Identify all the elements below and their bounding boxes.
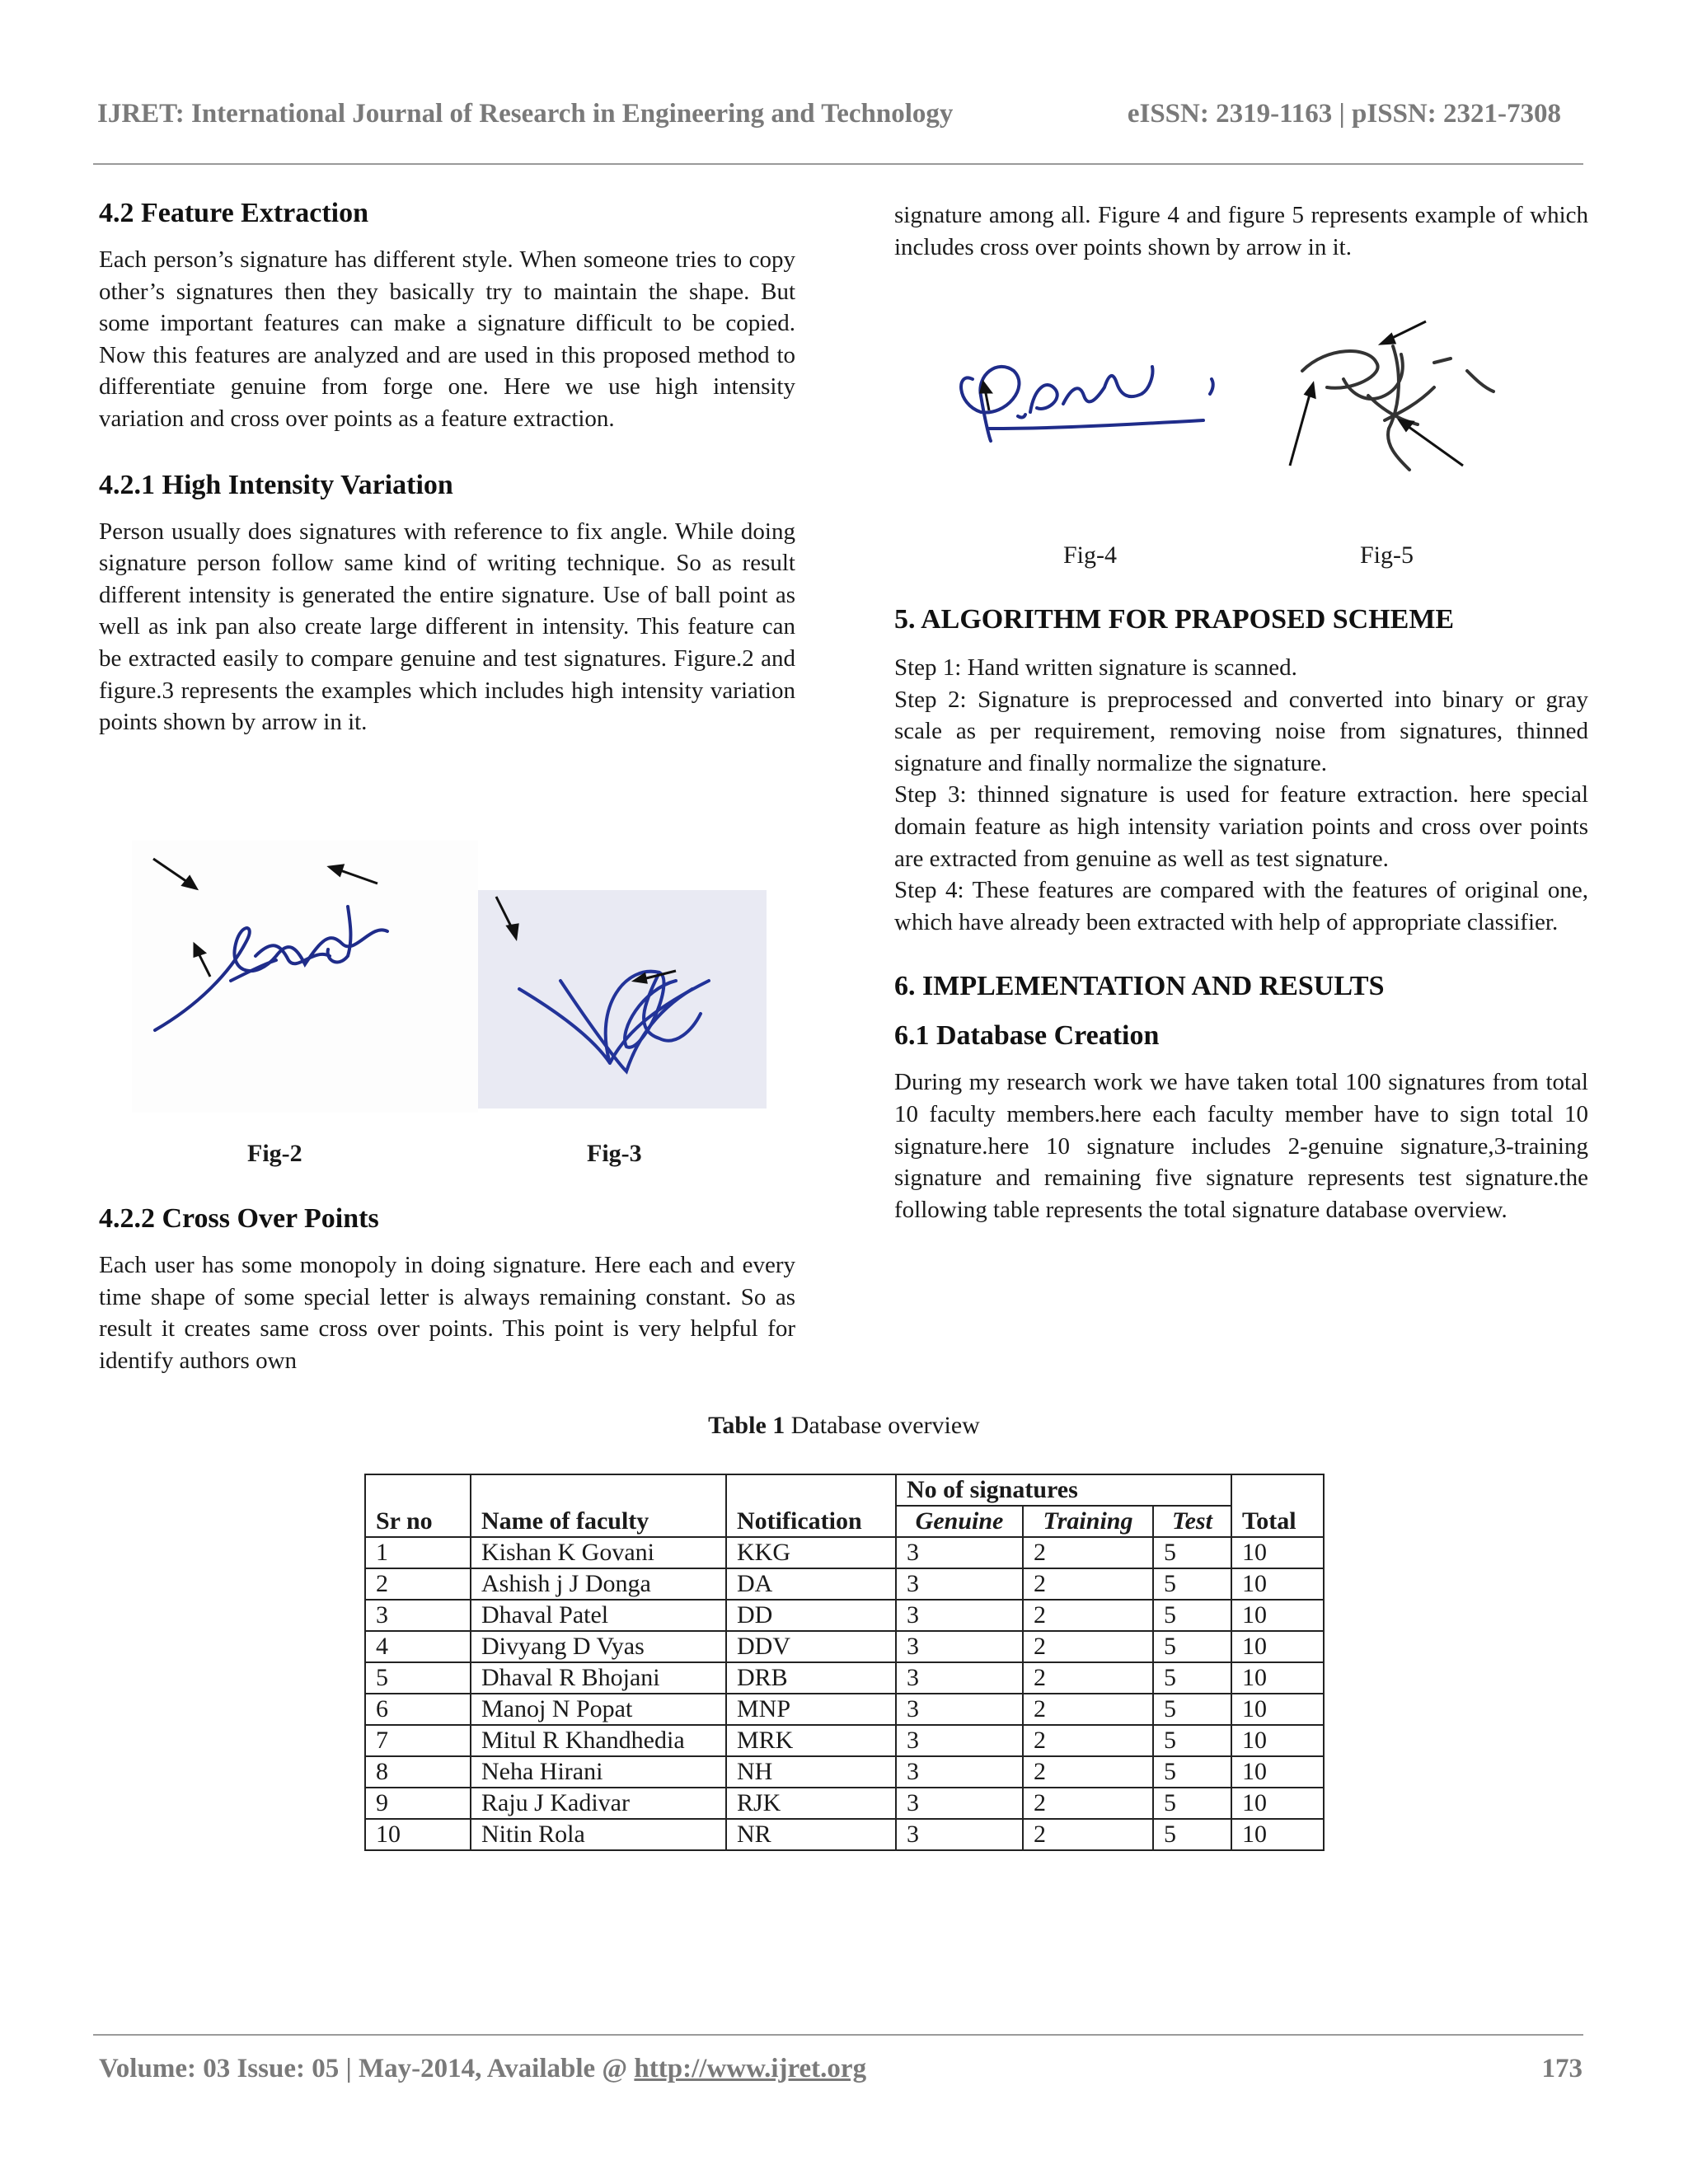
cell-total: 10 bbox=[1231, 1756, 1324, 1788]
cell-training: 2 bbox=[1023, 1725, 1153, 1756]
header-training: Training bbox=[1023, 1506, 1153, 1537]
running-header bbox=[97, 99, 1561, 132]
table-row bbox=[365, 1662, 1324, 1694]
table-row bbox=[365, 1756, 1324, 1788]
header-name: Name of faculty bbox=[471, 1474, 726, 1537]
cell-total: 10 bbox=[1231, 1819, 1324, 1850]
cell-sr-no: 1 bbox=[365, 1537, 471, 1568]
cell-faculty-name: Ashish j J Donga bbox=[471, 1568, 726, 1600]
left-column bbox=[99, 198, 795, 738]
cell-total: 10 bbox=[1231, 1694, 1324, 1725]
cell-genuine: 3 bbox=[896, 1662, 1023, 1694]
step-2: Step 2: Signature is preprocessed and converted into binary or gray scale as per requirement, removing noise from signatures, thinned signature and finally normalize the signature. bbox=[894, 686, 1588, 776]
cell-total: 10 bbox=[1231, 1631, 1324, 1662]
section-4-2-2-text: Each user has some monopoly in doing signature. Here each and every time shape of some special letter is always remaining constant. So as result it creates same cross over points. This point is very helpful for identify authors own bbox=[99, 1252, 795, 1374]
table-row bbox=[365, 1600, 1324, 1631]
cell-sr-no: 6 bbox=[365, 1694, 471, 1725]
section-4-2-2-title: 4.2.2 Cross Over Points bbox=[99, 1203, 379, 1234]
table-row bbox=[365, 1725, 1324, 1756]
journal-link[interactable]: http://www.ijret.org bbox=[634, 2054, 867, 2083]
cell-notification: DD bbox=[726, 1600, 896, 1631]
continued-text: signature among all. Figure 4 and figure 5 represents example of which includes cross over points shown by arrow in it. bbox=[894, 202, 1588, 260]
algorithm-steps bbox=[894, 652, 1588, 938]
cell-training: 2 bbox=[1023, 1788, 1153, 1819]
cell-sr-no: 9 bbox=[365, 1788, 471, 1819]
fig-3-caption: Fig-3 bbox=[587, 1140, 642, 1167]
cell-genuine: 3 bbox=[896, 1819, 1023, 1850]
cell-faculty-name: Raju J Kadivar bbox=[471, 1788, 726, 1819]
cell-test: 5 bbox=[1153, 1600, 1231, 1631]
header-notification: Notification bbox=[726, 1474, 896, 1537]
section-4-2-text: Each person’s signature has different style. When someone tries to copy other’s signatures then they basically try to maintain the shape. But some important features can make a signature difficult to be copied. Now this features are analyzed and are used in this proposed method to differentiate genuine from forge one. Here we use high intensity variation and cross over points as a feature extraction. bbox=[99, 246, 795, 432]
cell-test: 5 bbox=[1153, 1819, 1231, 1850]
cell-genuine: 3 bbox=[896, 1788, 1023, 1819]
cell-sr-no: 7 bbox=[365, 1725, 471, 1756]
cell-genuine: 3 bbox=[896, 1568, 1023, 1600]
cell-test: 5 bbox=[1153, 1725, 1231, 1756]
section-6-title: 6. IMPLEMENTATION AND RESULTS bbox=[894, 971, 1385, 1002]
table-body bbox=[365, 1537, 1324, 1850]
running-footer bbox=[99, 2054, 1582, 2084]
cell-genuine: 3 bbox=[896, 1537, 1023, 1568]
cell-faculty-name: Dhaval R Bhojani bbox=[471, 1662, 726, 1694]
cell-test: 5 bbox=[1153, 1537, 1231, 1568]
cell-training: 2 bbox=[1023, 1537, 1153, 1568]
cell-notification: DDV bbox=[726, 1631, 896, 1662]
cell-genuine: 3 bbox=[896, 1756, 1023, 1788]
right-column bbox=[894, 199, 1588, 263]
header-test: Test bbox=[1153, 1506, 1231, 1537]
section-4-2-1-title: 4.2.1 High Intensity Variation bbox=[99, 469, 453, 500]
cell-faculty-name: Kishan K Govani bbox=[471, 1537, 726, 1568]
fig-5-caption: Fig-5 bbox=[1360, 541, 1414, 569]
cell-total: 10 bbox=[1231, 1600, 1324, 1631]
cell-sr-no: 8 bbox=[365, 1756, 471, 1788]
signature-figures-4-5 bbox=[940, 297, 1550, 511]
cell-total: 10 bbox=[1231, 1662, 1324, 1694]
cell-training: 2 bbox=[1023, 1600, 1153, 1631]
cell-notification: DRB bbox=[726, 1662, 896, 1694]
section-5-title: 5. ALGORITHM FOR PRAPOSED SCHEME bbox=[894, 604, 1455, 635]
cell-training: 2 bbox=[1023, 1756, 1153, 1788]
cell-total: 10 bbox=[1231, 1788, 1324, 1819]
cell-training: 2 bbox=[1023, 1631, 1153, 1662]
cell-total: 10 bbox=[1231, 1568, 1324, 1600]
step-4: Step 4: These features are compared with the features of original one, which have already been extracted with help of appropriate classifier. bbox=[894, 877, 1588, 935]
cell-genuine: 3 bbox=[896, 1694, 1023, 1725]
page-number: 173 bbox=[1541, 2054, 1582, 2083]
database-overview-table bbox=[364, 1474, 1325, 1851]
cell-test: 5 bbox=[1153, 1568, 1231, 1600]
cell-faculty-name: Manoj N Popat bbox=[471, 1694, 726, 1725]
cell-training: 2 bbox=[1023, 1662, 1153, 1694]
cell-sr-no: 10 bbox=[365, 1819, 471, 1850]
cell-notification: NR bbox=[726, 1819, 896, 1850]
section-4-2-1-text: Person usually does signatures with reference to fix angle. While doing signature person follow same kind of writing technique. So as result different intensity is generated the entire signature. Use of ball point as well as ink pan also create large different in intensity. This feature can be extracted easily to compare genuine and test signatures. Figure.2 and figure.3 represents the examples which includes high intensity variation points shown by arrow in it. bbox=[99, 518, 795, 736]
right-column-lower bbox=[894, 604, 1588, 1226]
journal-name: IJRET: International Journal of Research in Engineering and Technology bbox=[97, 99, 954, 129]
cell-notification: MNP bbox=[726, 1694, 896, 1725]
step-1: Step 1: Hand written signature is scanned. bbox=[894, 654, 1297, 681]
section-6-1-title: 6.1 Database Creation bbox=[894, 1020, 1160, 1052]
cell-genuine: 3 bbox=[896, 1631, 1023, 1662]
section-4-2-title: 4.2 Feature Extraction bbox=[99, 198, 369, 228]
cell-test: 5 bbox=[1153, 1756, 1231, 1788]
cell-faculty-name: Neha Hirani bbox=[471, 1756, 726, 1788]
cell-genuine: 3 bbox=[896, 1725, 1023, 1756]
table-row bbox=[365, 1788, 1324, 1819]
cell-sr-no: 4 bbox=[365, 1631, 471, 1662]
cell-notification: KKG bbox=[726, 1537, 896, 1568]
header-genuine: Genuine bbox=[896, 1506, 1023, 1537]
cell-test: 5 bbox=[1153, 1788, 1231, 1819]
section-6-1-text: During my research work we have taken total 100 signatures from total 10 faculty members.here each faculty member have to sign total 10 signature.here 10 signature includes 2-genuine signature,3-training signature and remaining five signature represents test signature.the following table represents the total signature database overview. bbox=[894, 1069, 1588, 1223]
cell-faculty-name: Dhaval Patel bbox=[471, 1600, 726, 1631]
cell-test: 5 bbox=[1153, 1662, 1231, 1694]
cell-total: 10 bbox=[1231, 1725, 1324, 1756]
fig-4-caption: Fig-4 bbox=[1063, 541, 1118, 569]
cell-training: 2 bbox=[1023, 1568, 1153, 1600]
cell-faculty-name: Divyang D Vyas bbox=[471, 1631, 726, 1662]
cell-training: 2 bbox=[1023, 1694, 1153, 1725]
table-row bbox=[365, 1819, 1324, 1850]
cell-genuine: 3 bbox=[896, 1600, 1023, 1631]
cell-sr-no: 2 bbox=[365, 1568, 471, 1600]
cell-test: 5 bbox=[1153, 1694, 1231, 1725]
cell-faculty-name: Mitul R Khandhedia bbox=[471, 1725, 726, 1756]
left-column-bottom bbox=[99, 1203, 795, 1376]
header-rule bbox=[93, 163, 1583, 165]
cell-notification: NH bbox=[726, 1756, 896, 1788]
cell-notification: MRK bbox=[726, 1725, 896, 1756]
cell-faculty-name: Nitin Rola bbox=[471, 1819, 726, 1850]
footer-rule bbox=[93, 2034, 1583, 2036]
cell-sr-no: 3 bbox=[365, 1600, 471, 1631]
header-total: Total bbox=[1231, 1474, 1324, 1537]
step-3: Step 3: thinned signature is used for feature extraction. here special domain feature as high intensity variation points and cross over points are extracted from genuine as well as test signature. bbox=[894, 781, 1588, 872]
table-row bbox=[365, 1694, 1324, 1725]
cell-notification: DA bbox=[726, 1568, 896, 1600]
fig-2-caption: Fig-2 bbox=[247, 1140, 302, 1167]
cell-notification: RJK bbox=[726, 1788, 896, 1819]
cell-total: 10 bbox=[1231, 1537, 1324, 1568]
table-caption bbox=[0, 1412, 1688, 1440]
header-sr-no: Sr no bbox=[365, 1474, 471, 1537]
header-no-of-signatures: No of signatures bbox=[896, 1474, 1231, 1506]
fig-3-image bbox=[478, 890, 767, 1108]
cell-test: 5 bbox=[1153, 1631, 1231, 1662]
table-row bbox=[365, 1568, 1324, 1600]
cell-training: 2 bbox=[1023, 1819, 1153, 1850]
table-row bbox=[365, 1631, 1324, 1662]
table-caption-label: Table 1 bbox=[708, 1412, 785, 1439]
signature-figures-2-3 bbox=[132, 841, 791, 1113]
cell-sr-no: 5 bbox=[365, 1662, 471, 1694]
volume-info: Volume: 03 Issue: 05 | May-2014, Available @ bbox=[99, 2054, 635, 2083]
table-caption-text: Database overview bbox=[785, 1412, 980, 1439]
fig-2-image bbox=[132, 841, 478, 1113]
issn-numbers: eISSN: 2319-1163 | pISSN: 2321-7308 bbox=[1127, 99, 1561, 129]
table-row bbox=[365, 1537, 1324, 1568]
